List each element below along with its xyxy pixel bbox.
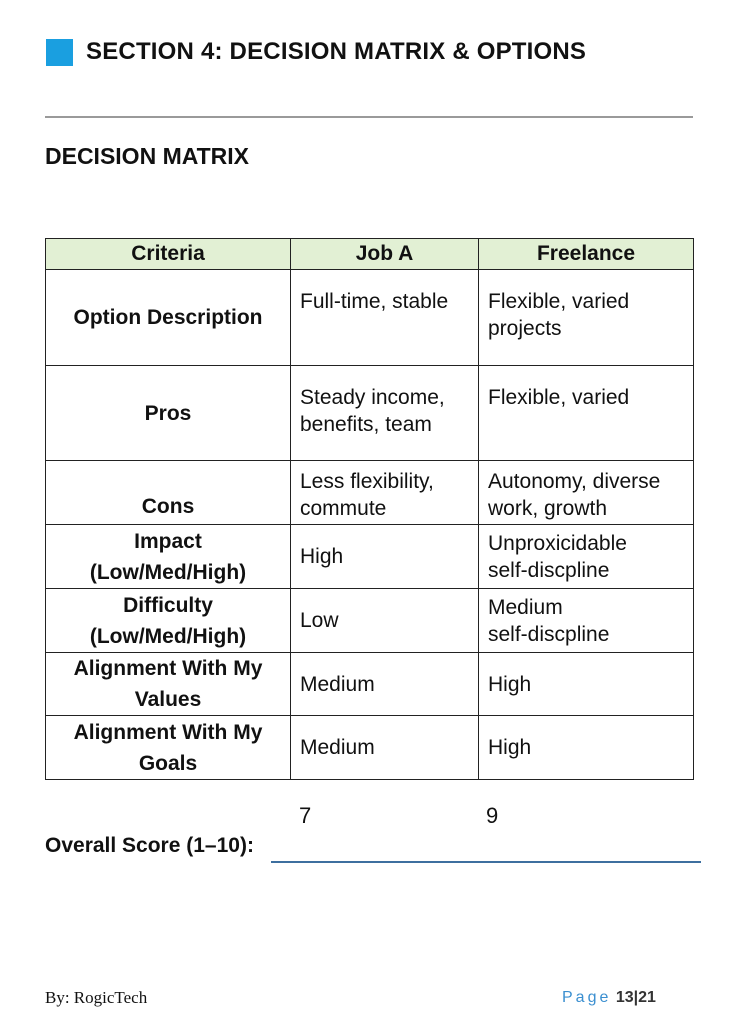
job-a-cell [291,716,479,780]
job-a-value: Less flexibility, [300,470,434,493]
table-row [46,270,694,366]
criteria-label: (Low/Med/High) [89,624,247,648]
criteria-label: Values [134,688,202,711]
job-a-cell [291,461,479,525]
criteria-label: Impact [134,529,202,553]
criteria-label: Alignment With My [73,720,263,744]
job-a-value: benefits, team [300,413,432,436]
criteria-label: Alignment With My [73,657,263,680]
criteria-label: Difficulty [123,593,213,617]
criteria-cell [46,461,291,525]
freelance-score: 9 [486,803,499,828]
criteria-label: Cons [141,495,195,518]
decision-matrix-table [45,238,694,780]
footer-author: By: RogicTech [45,988,148,1007]
freelance-cell [479,270,694,366]
horizontal-divider [45,116,693,118]
job-a-score: 7 [299,803,312,828]
job-a-cell [291,366,479,461]
freelance-value: Medium [488,595,563,619]
freelance-value: projects [488,317,562,340]
freelance-value: self-discpline [488,558,610,582]
freelance-cell [479,461,694,525]
criteria-cell [46,589,291,653]
freelance-cell [479,716,694,780]
job-a-value: Medium [300,672,375,696]
table-row [46,653,694,716]
page-separator: | [633,989,639,1006]
freelance-value: Flexible, varied [488,386,630,409]
page-word: Page [562,989,612,1006]
table-row [46,589,694,653]
footer-page-info [562,989,656,1007]
freelance-value: High [488,672,532,696]
freelance-cell [479,589,694,653]
freelance-value: work, growth [488,497,608,520]
criteria-label: Goals [138,751,198,775]
section-marker-icon [46,39,73,66]
job-a-cell [291,270,479,366]
table-row [46,716,694,780]
column-header-job-a: Job A [291,239,479,270]
overall-score-label: Overall Score (1–10): [45,834,254,857]
total-pages: 21 [638,989,656,1006]
criteria-cell [46,270,291,366]
table-row [46,366,694,461]
job-a-cell [291,589,479,653]
freelance-value: Unproxicidable [488,531,627,555]
job-a-value: Steady income, [300,386,445,409]
section-title: SECTION 4: DECISION MATRIX & OPTIONS [86,38,587,65]
column-header-criteria: Criteria [46,239,291,270]
freelance-value: High [488,736,532,759]
job-a-value: High [300,545,344,568]
page-number: 13 [615,989,634,1006]
table-header-row [46,239,694,270]
freelance-value: self-discpline [488,622,610,646]
freelance-value: Flexible, varied [488,290,630,313]
job-a-cell [291,653,479,716]
score-underline [271,861,701,863]
criteria-cell [46,716,291,780]
job-a-value: Low [300,609,339,632]
job-a-cell [291,525,479,589]
criteria-label: Pros [144,401,192,425]
criteria-cell [46,525,291,589]
criteria-cell [46,653,291,716]
matrix-heading: DECISION MATRIX [45,143,250,169]
criteria-cell [46,366,291,461]
table-row [46,461,694,525]
criteria-label: Option Description [73,306,263,329]
freelance-cell [479,525,694,589]
freelance-cell [479,653,694,716]
freelance-cell [479,366,694,461]
criteria-label: (Low/Med/High) [89,560,247,584]
job-a-value: commute [300,497,387,520]
column-header-freelance: Freelance [479,239,694,270]
job-a-value: Medium [300,736,375,759]
job-a-value: Full-time, stable [300,290,449,313]
table-row [46,525,694,589]
freelance-value: Autonomy, diverse [488,470,661,493]
section-header [46,38,586,66]
